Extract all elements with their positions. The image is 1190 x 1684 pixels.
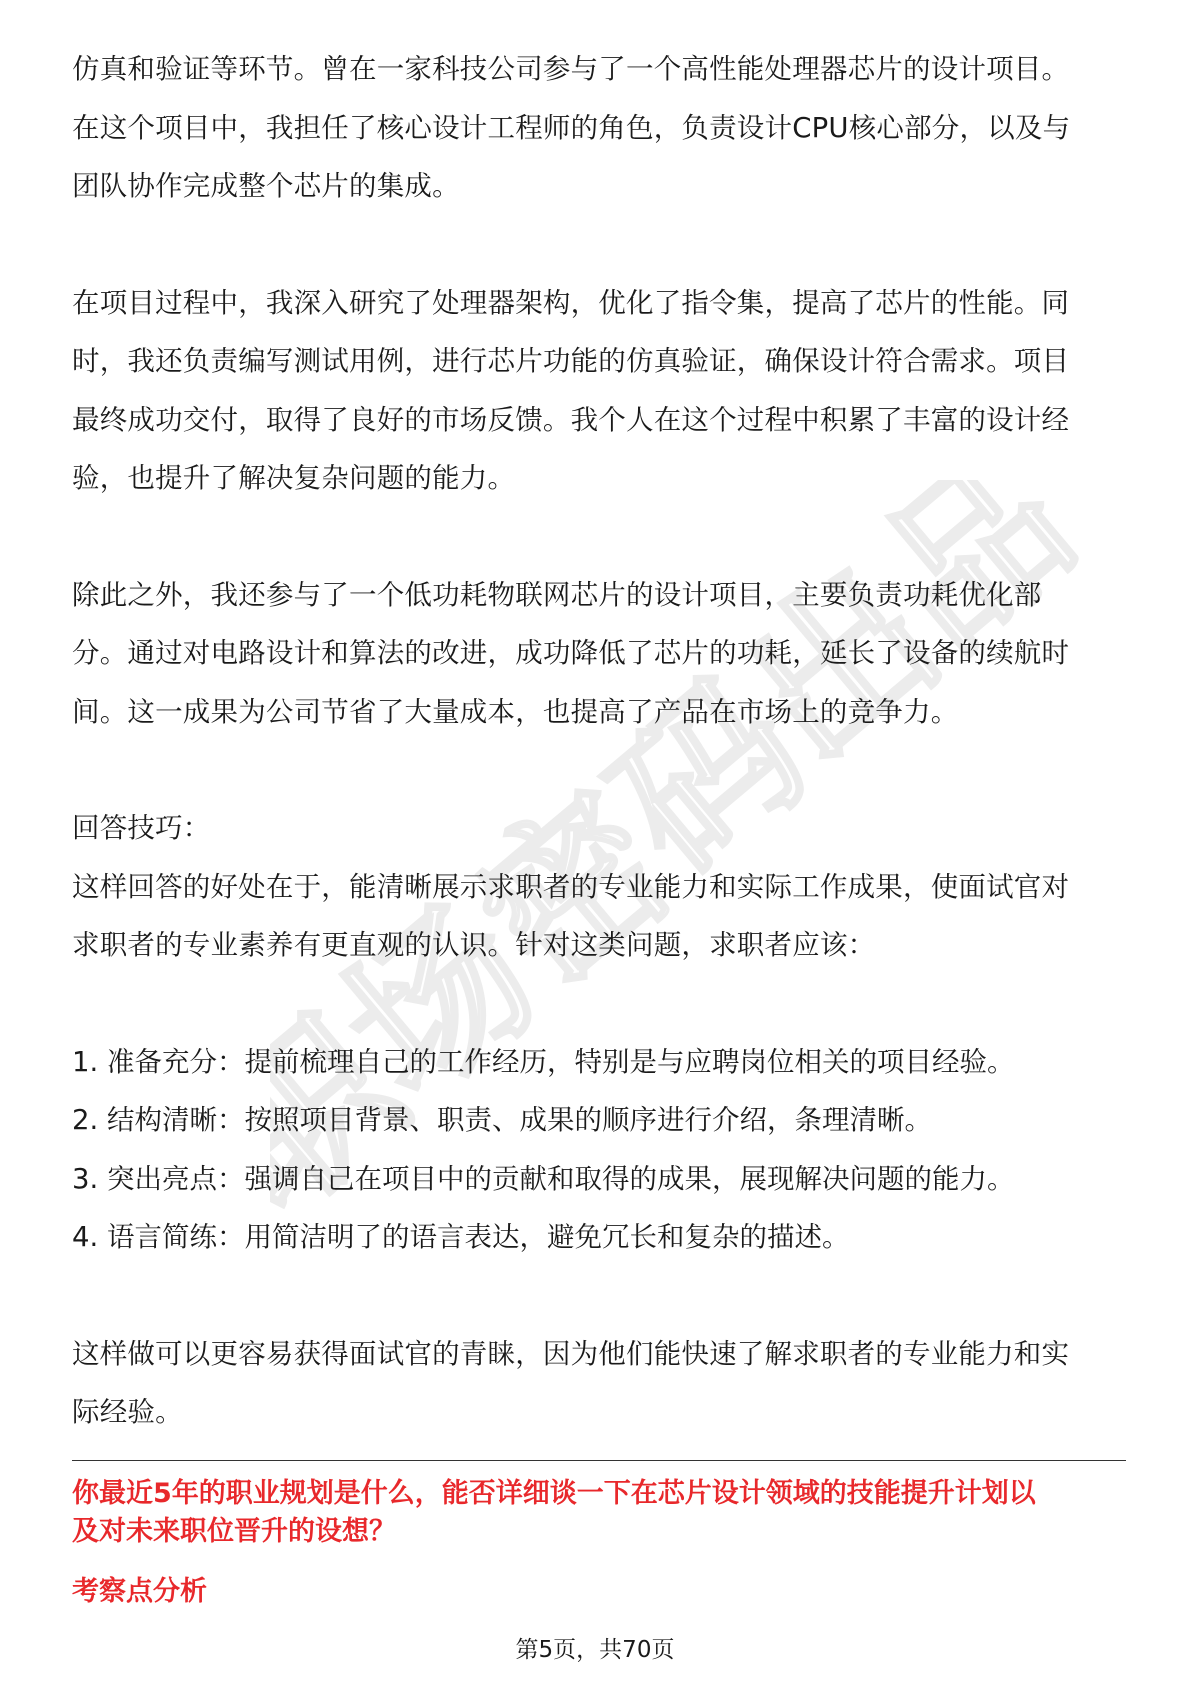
text-line: 最终成功交付，取得了良好的市场反馈。我个人在这个过程中积累了丰富的设计经 [72, 403, 1070, 436]
list-item: 3. 突出亮点：强调自己在项目中的贡献和取得的成果，展现解决问题的能力。 [72, 1162, 1015, 1195]
text-line: 这样做可以更容易获得面试官的青睐，因为他们能快速了解求职者的专业能力和实 [72, 1337, 1070, 1370]
text-line: 际经验。 [72, 1396, 183, 1428]
text-line: 验，也提升了解决复杂问题的能力。 [72, 462, 516, 494]
analysis-heading: 考察点分析 [72, 1576, 207, 1607]
text-line: 仿真和验证等环节。曾在一家科技公司参与了一个高性能处理器芯片的设计项目。 [72, 53, 1070, 85]
tips-section [72, 799, 1122, 975]
list-item: 2. 结构清晰：按照项目背景、职责、成果的顺序进行介绍，条理清晰。 [72, 1104, 932, 1136]
text-line: 这样回答的好处在于，能清晰展示求职者的专业能力和实际工作成果，使面试官对 [72, 870, 1070, 903]
text-line: 团队协作完成整个芯片的集成。 [72, 170, 460, 202]
document-body [72, 40, 1122, 1442]
question-line: 你最近5年的职业规划是什么，能否详细谈一下在芯片设计领域的技能提升计划以 [72, 1478, 1036, 1509]
list-item: 4. 语言简练：用简洁明了的语言表达，避免冗长和复杂的描述。 [72, 1221, 850, 1253]
text-line: 除此之外，我还参与了一个低功耗物联网芯片的设计项目，主要负责功耗优化部 [72, 578, 1042, 611]
section-divider [72, 1460, 1126, 1461]
interview-question [72, 1475, 1132, 1551]
text-line: 时，我还负责编写测试用例，进行芯片功能的仿真验证，确保设计符合需求。项目 [72, 345, 1070, 377]
text-line: 分。通过对电路设计和算法的改进，成功降低了芯片的功耗，延长了设备的续航时 [72, 637, 1070, 669]
question-line: 及对未来职位晋升的设想？ [72, 1516, 396, 1547]
tips-heading: 回答技巧： [72, 812, 211, 844]
paragraph-5 [72, 1325, 1122, 1442]
paragraph-3 [72, 566, 1122, 742]
text-line: 在这个项目中，我担任了核心设计工程师的角色，负责设计CPU核心部分，以及与 [72, 111, 1071, 144]
text-line: 在项目过程中，我深入研究了处理器架构，优化了指令集，提高了芯片的性能。同 [72, 286, 1070, 319]
tips-list [72, 1033, 1122, 1267]
watermark-text: 职场密码出品 [270, 480, 1090, 1240]
list-item: 1. 准备充分：提前梳理自己的工作经历，特别是与应聘岗位相关的项目经验。 [72, 1045, 1015, 1078]
text-line: 求职者的专业素养有更直观的认识。针对这类问题，求职者应该： [72, 929, 876, 961]
paragraph-1 [72, 40, 1122, 216]
page-number: 第5页，共70页 [515, 1637, 675, 1663]
paragraph-2 [72, 274, 1122, 508]
text-line: 间。这一成果为公司节省了大量成本，也提高了产品在市场上的竞争力。 [72, 695, 959, 728]
